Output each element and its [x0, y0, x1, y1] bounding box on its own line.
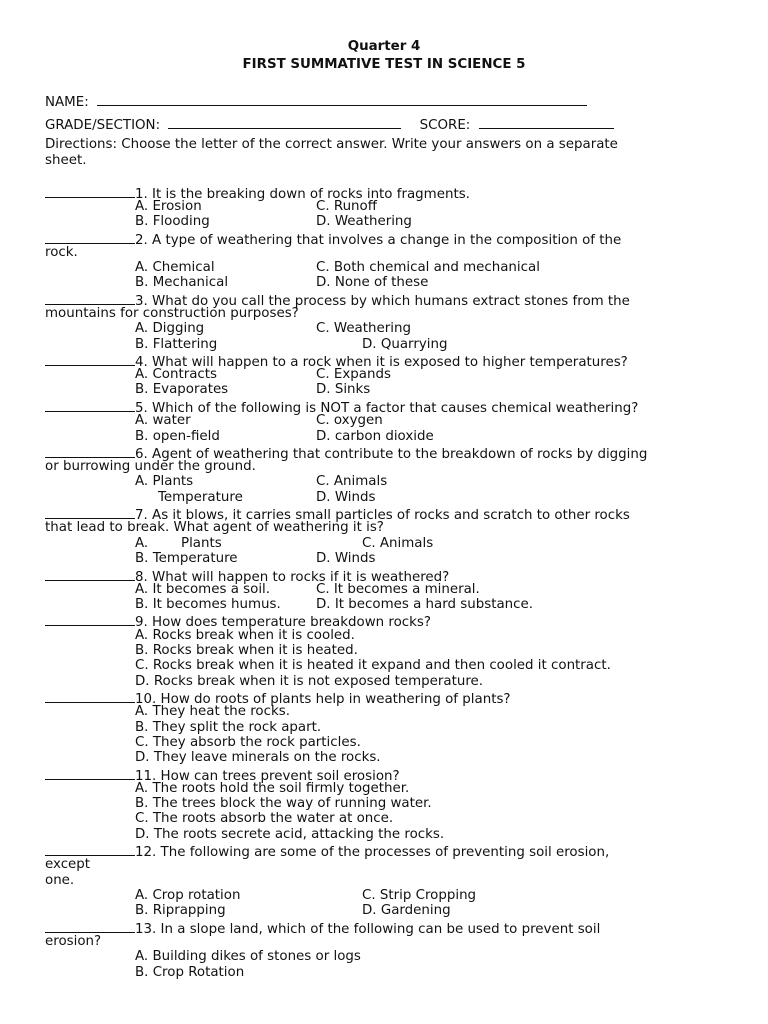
q5-option-d: D. carbon dioxide: [316, 429, 434, 444]
q3-option-d: D. Quarrying: [362, 337, 448, 352]
q7-option-a-letter: A.: [135, 536, 149, 551]
q11-option-b: B. The trees block the way of running water.: [135, 796, 432, 811]
name-blank[interactable]: [97, 92, 587, 106]
q8-option-d: D. It becomes a hard substance.: [316, 597, 534, 612]
score-label: SCORE:: [419, 118, 471, 133]
q8-option-c: C. It becomes a mineral.: [316, 582, 480, 597]
q2-option-a: A. Chemical: [135, 260, 215, 275]
question-13: [45, 919, 600, 937]
question-2-continued: rock.: [45, 245, 78, 260]
answer-blank-6[interactable]: [45, 444, 135, 458]
q9-option-d: D. Rocks break when it is not exposed temperature.: [135, 674, 484, 689]
name-row: [45, 92, 587, 110]
answer-blank-2[interactable]: [45, 230, 135, 244]
directions-line-2: sheet.: [45, 153, 87, 168]
q12-option-c: C. Strip Cropping: [362, 888, 477, 903]
answer-blank-3[interactable]: [45, 291, 135, 305]
q12-option-b: B. Riprapping: [135, 903, 226, 918]
q6-option-d: D. Winds: [316, 490, 376, 505]
question-12: [45, 842, 609, 860]
q12-option-a: A. Crop rotation: [135, 888, 241, 903]
question-5-stem: 5. Which of the following is NOT a factor that causes chemical weathering?: [135, 401, 639, 416]
grade-section-label: GRADE/SECTION:: [45, 118, 161, 133]
question-7-continued: that lead to break. What agent of weathering it is?: [45, 520, 384, 535]
answer-blank-4[interactable]: [45, 352, 135, 366]
question-4-stem: 4. What will happen to a rock when it is exposed to higher temperatures?: [135, 355, 628, 370]
q3-option-b: B. Flattering: [135, 337, 218, 352]
question-7-stem: 7. As it blows, it carries small particles of rocks and scratch to other rocks: [135, 508, 630, 523]
q6-option-a: A. Plants: [135, 474, 194, 489]
q11-option-d: D. The roots secrete acid, attacking the rocks.: [135, 827, 445, 842]
test-title: FIRST SUMMATIVE TEST IN SCIENCE 5: [242, 57, 526, 72]
question-2: [45, 230, 621, 248]
q9-option-c: C. Rocks break when it is heated it expand and then cooled it contract.: [135, 658, 611, 673]
answer-blank-10[interactable]: [45, 689, 135, 703]
q10-option-b: B. They split the rock apart.: [135, 720, 322, 735]
q1-option-d: D. Weathering: [316, 214, 412, 229]
quarter-heading: Quarter 4: [347, 39, 421, 54]
answer-blank-5[interactable]: [45, 398, 135, 412]
q7-option-c: C. Animals: [362, 536, 434, 551]
directions-line-1: Directions: Choose the letter of the correct answer. Write your answers on a separate: [45, 137, 618, 152]
question-6-stem: 6. Agent of weathering that contribute to the breakdown of rocks by digging: [135, 447, 648, 462]
q4-option-c: C. Expands: [316, 367, 391, 382]
question-1-stem: 1. It is the breaking down of rocks into fragments.: [135, 187, 470, 202]
q3-option-c: C. Weathering: [316, 321, 411, 336]
q13-option-a: A. Building dikes of stones or logs: [135, 949, 361, 964]
answer-blank-7[interactable]: [45, 505, 135, 519]
q10-option-c: C. They absorb the rock particles.: [135, 735, 361, 750]
answer-blank-8[interactable]: [45, 567, 135, 581]
answer-blank-12[interactable]: [45, 842, 135, 856]
q10-option-a: A. They heat the rocks.: [135, 704, 290, 719]
q13-option-b: B. Crop Rotation: [135, 965, 245, 980]
q6-option-b: Temperature: [158, 490, 243, 505]
q3-option-a: A. Digging: [135, 321, 205, 336]
question-3-stem: 3. What do you call the process by which humans extract stones from the: [135, 294, 630, 309]
q9-option-b: B. Rocks break when it is heated.: [135, 643, 358, 658]
q2-option-d: D. None of these: [316, 275, 429, 290]
q1-option-b: B. Flooding: [135, 214, 210, 229]
question-2-stem: 2. A type of weathering that involves a change in the composition of the: [135, 233, 622, 248]
q11-option-c: C. The roots absorb the water at once.: [135, 811, 394, 826]
question-10-stem: 10. How do roots of plants help in weathering of plants?: [135, 692, 511, 707]
q10-option-d: D. They leave minerals on the rocks.: [135, 750, 381, 765]
score-blank[interactable]: [479, 115, 614, 129]
question-8-stem: 8. What will happen to rocks if it is weathered?: [135, 570, 450, 585]
answer-blank-9[interactable]: [45, 612, 135, 626]
question-1: [45, 184, 470, 202]
q5-option-c: C. oxygen: [316, 413, 383, 428]
question-3-continued: mountains for construction purposes?: [45, 306, 299, 321]
q12-option-d: D. Gardening: [362, 903, 451, 918]
question-12-continued-2: one.: [45, 873, 75, 888]
q7-option-a: Plants: [181, 536, 222, 551]
q1-option-a: A. Erosion: [135, 199, 202, 214]
q4-option-b: B. Evaporates: [135, 382, 229, 397]
q8-option-b: B. It becomes humus.: [135, 597, 281, 612]
name-label: NAME:: [45, 95, 89, 110]
grade-row: [45, 115, 614, 133]
q7-option-d: D. Winds: [316, 551, 376, 566]
question-12-continued-1: except: [45, 857, 91, 872]
q9-option-a: A. Rocks break when it is cooled.: [135, 628, 355, 643]
answer-blank-13[interactable]: [45, 919, 135, 933]
q4-option-d: D. Sinks: [316, 382, 371, 397]
answer-blank-1[interactable]: [45, 184, 135, 198]
question-13-continued: erosion?: [45, 934, 102, 949]
q6-option-c: C. Animals: [316, 474, 388, 489]
q5-option-a: A. water: [135, 413, 191, 428]
q11-option-a: A. The roots hold the soil firmly together.: [135, 781, 410, 796]
question-13-stem: 13. In a slope land, which of the following can be used to prevent soil: [135, 922, 601, 937]
question-11-stem: 11. How can trees prevent soil erosion?: [135, 769, 400, 784]
q5-option-b: B. open-field: [135, 429, 220, 444]
q1-option-c: C. Runoff: [316, 199, 377, 214]
question-9-stem: 9. How does temperature breakdown rocks?: [135, 615, 431, 630]
grade-section-blank[interactable]: [168, 115, 401, 129]
q2-option-b: B. Mechanical: [135, 275, 229, 290]
q8-option-a: A. It becomes a soil.: [135, 582, 271, 597]
q2-option-c: C. Both chemical and mechanical: [316, 260, 540, 275]
question-12-stem: 12. The following are some of the processes of preventing soil erosion,: [135, 845, 610, 860]
question-6-continued: or burrowing under the ground.: [45, 459, 256, 474]
q4-option-a: A. Contracts: [135, 367, 218, 382]
answer-blank-11[interactable]: [45, 766, 135, 780]
q7-option-b: B. Temperature: [135, 551, 238, 566]
